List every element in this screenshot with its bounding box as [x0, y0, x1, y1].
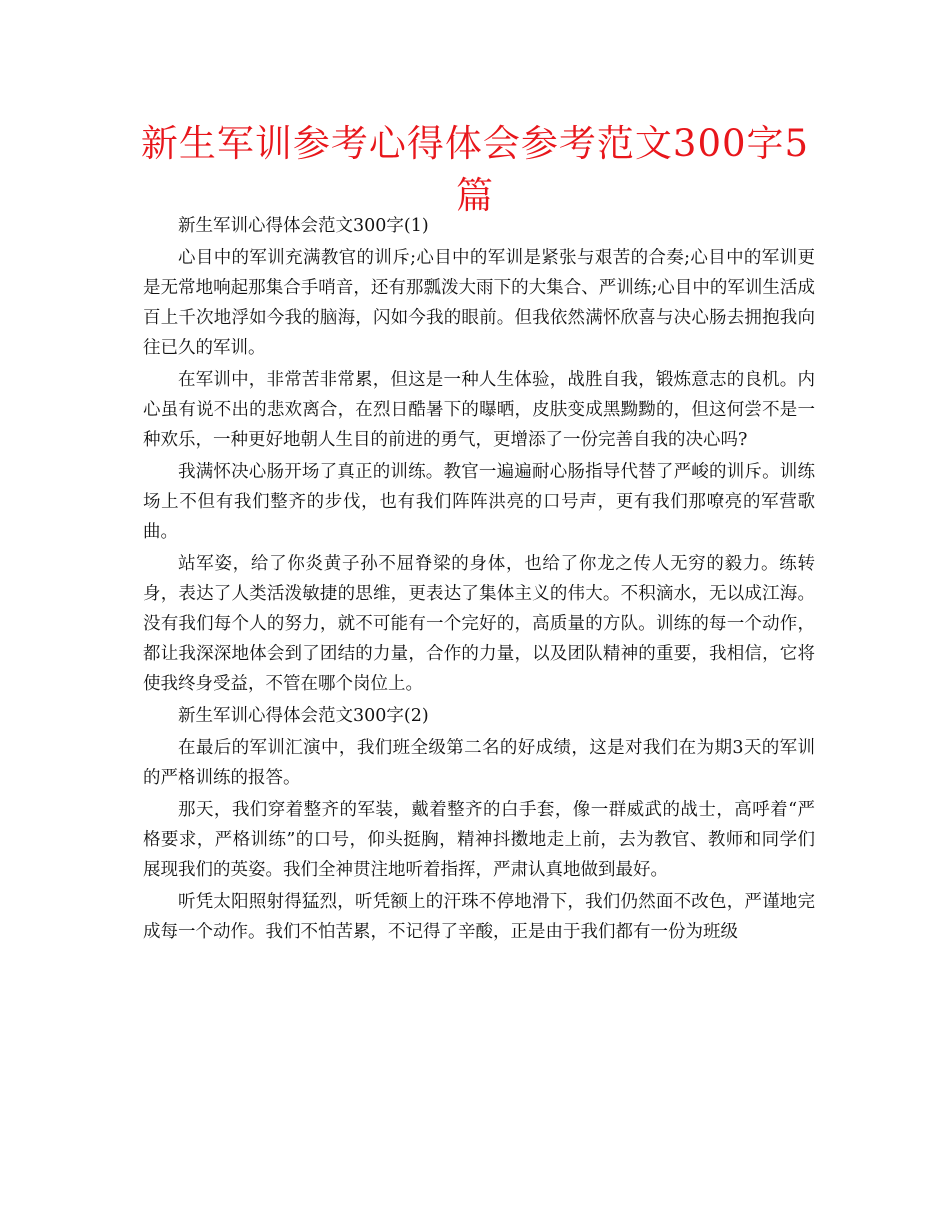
- paragraph: 站军姿，给了你炎黄子孙不屈脊梁的身体，也给了你龙之传人无穷的毅力。练转身，表达了人类活泼敏捷的思维，更表达了集体主义的伟大。不积滴水，无以成江海。没有我们每个人的努力，就不可能有一个完好的，高质量的方队。训练的每一个动作，都让我深深地体会到了团结的力量，合作的力量，以及团队精神的重要，我相信，它将使我终身受益，不管在哪个岗位上。: [143, 554, 815, 694]
- paragraph: 那天，我们穿着整齐的军装，戴着整齐的白手套，像一群威武的战士，高呼着“严格要求，严格训练”的口号，仰头挺胸，精神抖擞地走上前，去为教官、教师和同学们展现我们的英姿。我们全神贯注地听着指挥，严肃认真地做到最好。: [143, 800, 815, 880]
- paragraph: 听凭太阳照射得猛烈，听凭额上的汗珠不停地滑下，我们仍然面不改色，严谨地完成每一个动作。我们不怕苦累，不记得了辛酸，正是由于我们都有一份为班级: [143, 892, 815, 942]
- paragraph: 心目中的军训充满教官的训斥;心目中的军训是紧张与艰苦的合奏;心目中的军训更是无常地响起那集合手哨音，还有那瓢泼大雨下的大集合、严训练;心目中的军训生活成百上千次地浮如今我的脑海，闪如今我的眼前。但我依然满怀欣喜与决心肠去拥抱我向往已久的军训。: [143, 248, 815, 358]
- section-heading-2: 新生军训心得体会范文300字(2): [178, 706, 429, 726]
- section-heading-1: 新生军训心得体会范文300字(1): [178, 216, 429, 236]
- paragraph: 我满怀决心肠开场了真正的训练。教官一遍遍耐心肠指导代替了严峻的训斥。训练场上不但有我们整齐的步伐，也有我们阵阵洪亮的口号声，更有我们那嘹亮的军营歌曲。: [143, 462, 815, 542]
- paragraph: 在最后的军训汇演中，我们班全级第二名的好成绩，这是对我们在为期3天的军训的严格训练的报答。: [143, 738, 815, 788]
- document-title: 新生军训参考心得体会参考范文300字5篇: [140, 122, 810, 217]
- paragraph: 在军训中，非常苦非常累，但这是一种人生体验，战胜自我，锻炼意志的良机。内心虽有说不出的悲欢离合，在烈日酷暑下的曝晒，皮肤变成黑黝黝的，但这何尝不是一种欢乐，一种更好地朝人生目的前进的勇气，更增添了一份完善自我的决心吗?: [143, 370, 815, 450]
- document-body: [143, 211, 815, 949]
